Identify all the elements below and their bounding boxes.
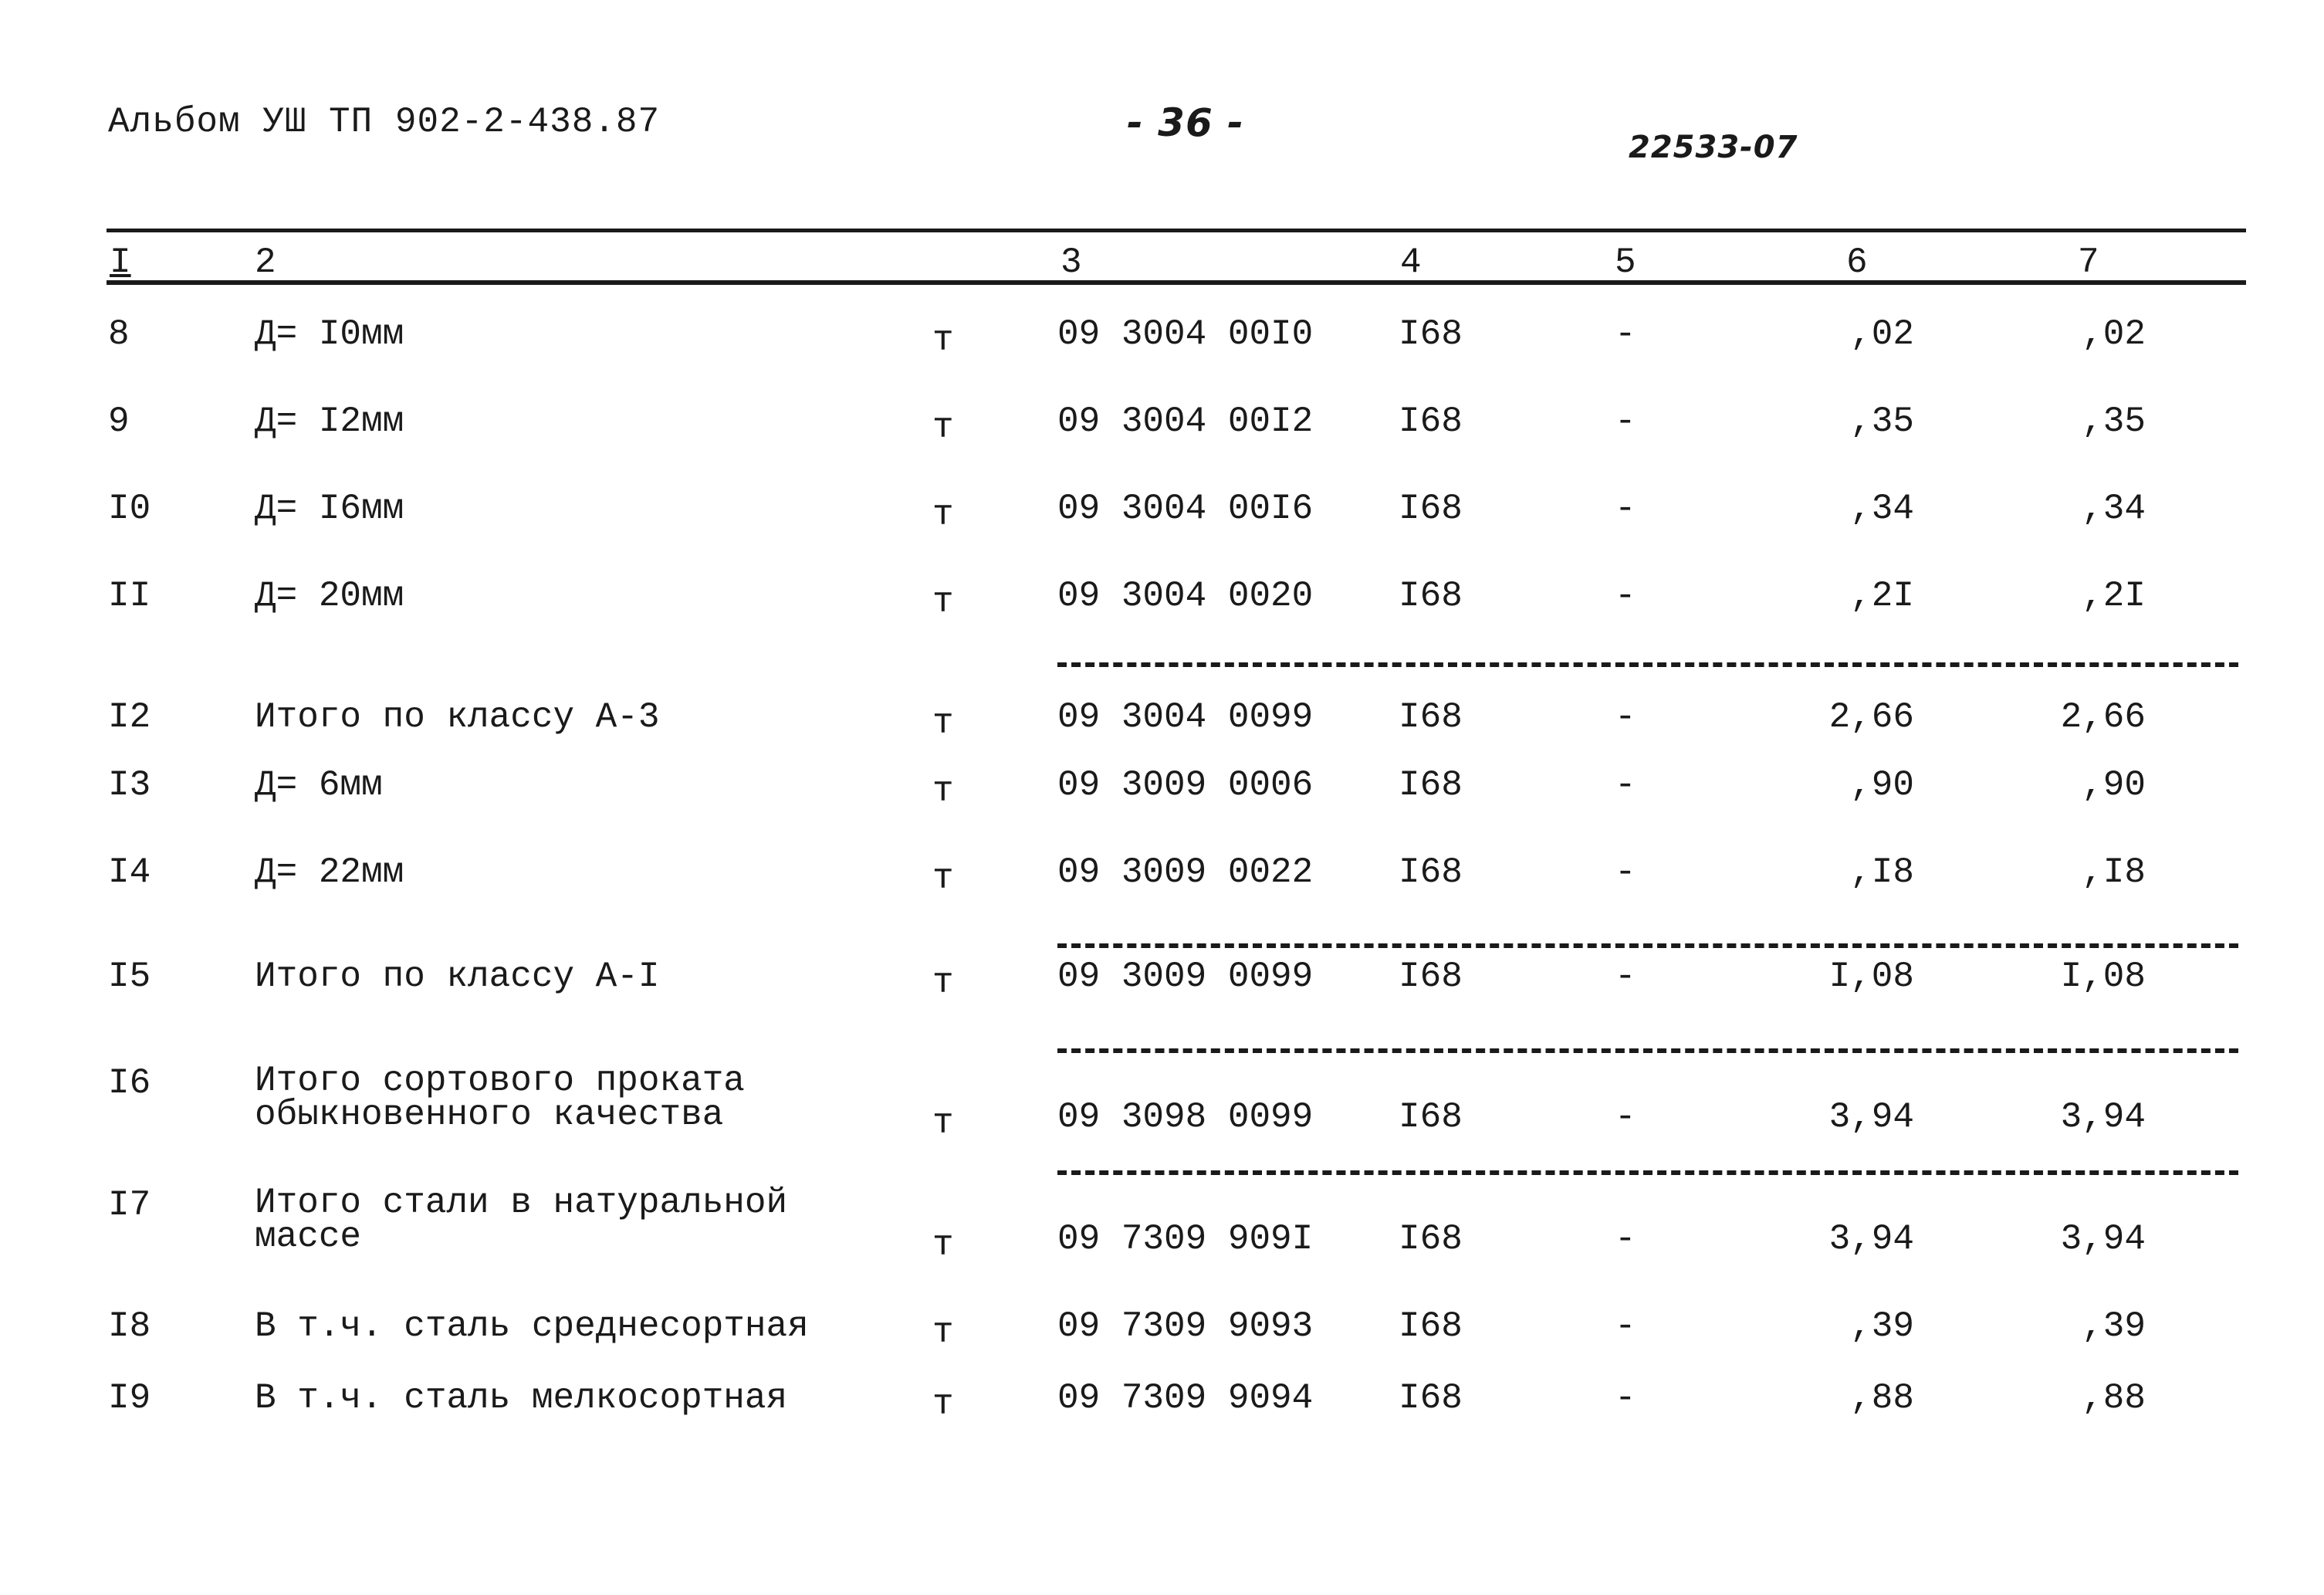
row-col6: ,35	[1850, 401, 1914, 442]
row-col7: ,90	[2082, 765, 2146, 805]
table-header-rule	[107, 280, 2246, 285]
row-unit: т	[932, 582, 954, 622]
row-number: I9	[108, 1378, 151, 1418]
row-code: 09 3004 0020	[1057, 576, 1314, 616]
row-name: В т.ч. сталь мелкосортная	[255, 1378, 788, 1418]
column-header-7: 7	[2078, 242, 2099, 283]
row-unit: т	[932, 1384, 954, 1424]
row-number: 8	[108, 314, 130, 354]
row-col7: 3,94	[2060, 1097, 2146, 1137]
row-col5: -	[1615, 765, 1636, 805]
column-header-6: 6	[1846, 242, 1868, 283]
row-col7: I,08	[2060, 957, 2146, 997]
row-col5: -	[1615, 576, 1636, 616]
column-header-5: 5	[1615, 242, 1636, 283]
dashed-separator	[1057, 1048, 2238, 1053]
row-unit: т	[932, 1225, 954, 1265]
row-col7: 3,94	[2060, 1219, 2146, 1259]
row-col7: ,39	[2082, 1306, 2146, 1346]
row-col4: I68	[1399, 852, 1463, 892]
row-code: 09 3098 0099	[1057, 1097, 1314, 1137]
row-col4: I68	[1399, 1306, 1463, 1346]
row-code: 09 3004 00I2	[1057, 401, 1314, 442]
row-unit: т	[932, 703, 954, 743]
row-col5: -	[1615, 957, 1636, 997]
column-header-1: I	[110, 242, 131, 283]
row-col4: I68	[1399, 401, 1463, 442]
row-name: Д= 20мм	[255, 576, 404, 616]
row-col6: I,08	[1828, 957, 1914, 997]
row-col6: ,34	[1850, 489, 1914, 529]
row-code: 09 7309 9094	[1057, 1378, 1314, 1418]
album-title: Альбом УШ ТП 902-2-438.87	[108, 102, 661, 142]
row-number: I5	[108, 957, 151, 997]
dashed-separator	[1057, 1170, 2238, 1175]
page-number: - 36 -	[1127, 100, 1244, 145]
row-col6: 2,66	[1828, 697, 1914, 737]
row-name: Итого сортового проката обыкновенного качества	[255, 1061, 745, 1135]
row-code: 09 7309 909I	[1057, 1219, 1314, 1259]
row-name: Итого стали в натуральной массе	[255, 1183, 788, 1257]
row-col6: 3,94	[1828, 1097, 1914, 1137]
row-col4: I68	[1399, 1097, 1463, 1137]
row-number: 9	[108, 401, 130, 442]
row-col6: ,02	[1850, 314, 1914, 354]
row-col7: ,I8	[2082, 852, 2146, 892]
row-name: Итого по классу А-I	[255, 957, 660, 997]
row-name: Д= 22мм	[255, 852, 404, 892]
row-col7: ,88	[2082, 1378, 2146, 1418]
row-col5: -	[1615, 852, 1636, 892]
row-code: 09 3009 0022	[1057, 852, 1314, 892]
row-col5: -	[1615, 314, 1636, 354]
row-number: I6	[108, 1063, 151, 1103]
row-name: Д= I0мм	[255, 314, 404, 354]
row-col6: ,90	[1850, 765, 1914, 805]
row-code: 09 3009 0006	[1057, 765, 1314, 805]
row-col4: I68	[1399, 765, 1463, 805]
row-col4: I68	[1399, 314, 1463, 354]
row-col5: -	[1615, 1306, 1636, 1346]
row-unit: т	[932, 408, 954, 448]
row-code: 09 3004 00I6	[1057, 489, 1314, 529]
column-header-3: 3	[1061, 242, 1082, 283]
row-number: I7	[108, 1185, 151, 1225]
row-code: 09 3004 0099	[1057, 697, 1314, 737]
dashed-separator	[1057, 662, 2238, 667]
row-col4: I68	[1399, 1378, 1463, 1418]
row-name: Д= I2мм	[255, 401, 404, 442]
row-col5: -	[1615, 489, 1636, 529]
row-code: 09 7309 9093	[1057, 1306, 1314, 1346]
row-col5: -	[1615, 697, 1636, 737]
row-unit: т	[932, 1103, 954, 1143]
row-name: В т.ч. сталь среднесортная	[255, 1306, 809, 1346]
row-col5: -	[1615, 1097, 1636, 1137]
row-unit: т	[932, 320, 954, 361]
row-number: II	[108, 576, 151, 616]
row-col6: ,I8	[1850, 852, 1914, 892]
row-unit: т	[932, 495, 954, 535]
row-col7: ,2I	[2082, 576, 2146, 616]
row-name: Итого по классу А-3	[255, 697, 660, 737]
row-col6: ,39	[1850, 1306, 1914, 1346]
column-header-4: 4	[1400, 242, 1422, 283]
row-number: I8	[108, 1306, 151, 1346]
row-unit: т	[932, 1312, 954, 1353]
row-col4: I68	[1399, 576, 1463, 616]
row-col6: 3,94	[1828, 1219, 1914, 1259]
row-col6: ,88	[1850, 1378, 1914, 1418]
row-col4: I68	[1399, 957, 1463, 997]
row-col4: I68	[1399, 697, 1463, 737]
dashed-separator	[1057, 943, 2238, 948]
table-top-rule	[107, 229, 2246, 232]
row-col5: -	[1615, 401, 1636, 442]
row-code: 09 3004 00I0	[1057, 314, 1314, 354]
document-number: 22533-07	[1629, 130, 1798, 165]
column-header-2: 2	[255, 242, 276, 283]
row-col7: ,02	[2082, 314, 2146, 354]
row-unit: т	[932, 963, 954, 1003]
row-name: Д= 6мм	[255, 765, 383, 805]
row-code: 09 3009 0099	[1057, 957, 1314, 997]
row-number: I3	[108, 765, 151, 805]
row-number: I4	[108, 852, 151, 892]
row-unit: т	[932, 858, 954, 899]
row-col5: -	[1615, 1219, 1636, 1259]
row-col4: I68	[1399, 1219, 1463, 1259]
row-unit: т	[932, 771, 954, 811]
row-name: Д= I6мм	[255, 489, 404, 529]
row-number: I2	[108, 697, 151, 737]
row-col7: ,35	[2082, 401, 2146, 442]
row-col7: ,34	[2082, 489, 2146, 529]
row-col7: 2,66	[2060, 697, 2146, 737]
row-col6: ,2I	[1850, 576, 1914, 616]
row-col4: I68	[1399, 489, 1463, 529]
row-col5: -	[1615, 1378, 1636, 1418]
row-number: I0	[108, 489, 151, 529]
